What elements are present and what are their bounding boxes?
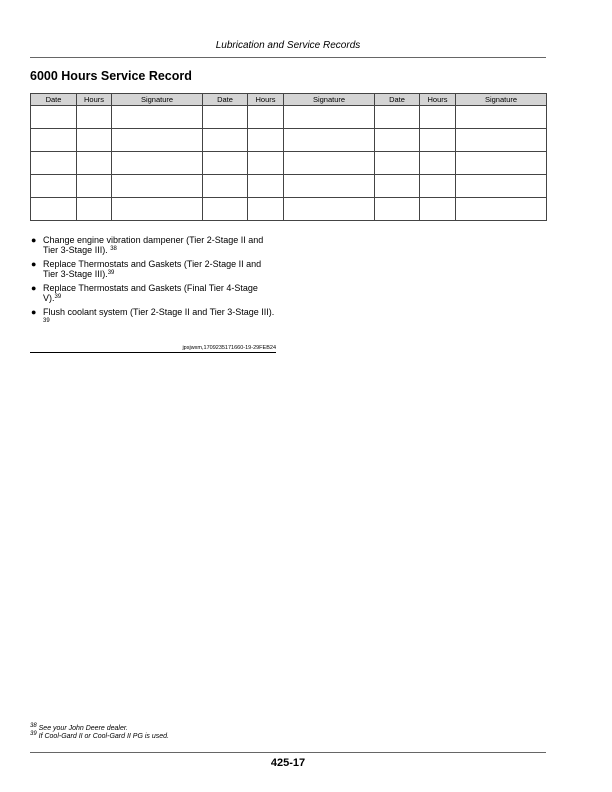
table-cell [375, 106, 420, 129]
running-header: Lubrication and Service Records [215, 40, 361, 51]
list-item-text: Replace Thermostats and Gaskets (Tier 2-Stage II and Tier 3-Stage III). [43, 259, 262, 279]
table-cell [284, 198, 375, 221]
table-row [31, 198, 547, 221]
table-cell [248, 129, 284, 152]
table-cell [77, 175, 112, 198]
table-cell [112, 129, 203, 152]
column-header-date: Date [203, 94, 248, 106]
list-item-text: Replace Thermostats and Gaskets (Final Tier 4-Stage V). [43, 283, 258, 303]
table-cell [456, 198, 547, 221]
section-title: 6000 Hours Service Record [30, 69, 192, 83]
table-cell [456, 175, 547, 198]
table-cell [112, 152, 203, 175]
footnote-number: 38 [30, 723, 37, 729]
table-cell [203, 198, 248, 221]
table-cell [456, 152, 547, 175]
table-cell [420, 152, 456, 175]
table-cell [77, 106, 112, 129]
table-cell [456, 129, 547, 152]
table-cell [375, 175, 420, 198]
table-cell [31, 106, 77, 129]
service-record-table [30, 93, 547, 221]
table-cell [31, 175, 77, 198]
table-cell [77, 129, 112, 152]
table-cell [31, 129, 77, 152]
list-item [30, 307, 276, 327]
table-cell [31, 198, 77, 221]
table-row [31, 152, 547, 175]
table-cell [112, 175, 203, 198]
header-divider [30, 57, 546, 58]
footnote-text: If Cool-Gard II or Cool-Gard II PG is used. [38, 733, 169, 740]
page-number: 425-17 [270, 757, 306, 769]
table-cell [248, 198, 284, 221]
table-row [31, 106, 547, 129]
column-header-date: Date [31, 94, 77, 106]
footnote-ref: 39 [107, 270, 115, 276]
column-header-hours: Hours [248, 94, 284, 106]
table-cell [375, 152, 420, 175]
table-cell [420, 129, 456, 152]
table-cell [420, 175, 456, 198]
reference-code: jpsjwxm,1709235171660-19-29FEB24 [182, 345, 276, 351]
bullet-icon: ● [31, 259, 37, 269]
table-cell [284, 152, 375, 175]
table-cell [456, 106, 547, 129]
column-header-signature: Signature [112, 94, 203, 106]
table-cell [375, 198, 420, 221]
column-header-signature: Signature [284, 94, 375, 106]
reference-divider [30, 352, 276, 353]
table-cell [112, 198, 203, 221]
footer-divider [30, 752, 546, 753]
table-cell [284, 175, 375, 198]
table-header-row [31, 94, 547, 106]
table-row [31, 129, 547, 152]
bullet-icon: ● [31, 307, 37, 317]
table-cell [420, 106, 456, 129]
list-item [30, 235, 276, 255]
service-task-list [30, 235, 276, 331]
table-cell [248, 175, 284, 198]
footnote-ref: 39 [43, 318, 50, 324]
column-header-date: Date [375, 94, 420, 106]
table-cell [203, 152, 248, 175]
table-cell [248, 106, 284, 129]
footnotes [30, 725, 169, 741]
footnote-text: See your John Deere dealer. [38, 725, 128, 732]
table-cell [248, 152, 284, 175]
table-row [31, 175, 547, 198]
footnote-number: 39 [30, 731, 37, 737]
table-cell [203, 175, 248, 198]
table-cell [77, 152, 112, 175]
table-cell [420, 198, 456, 221]
bullet-icon: ● [31, 283, 37, 293]
footnote-ref: 39 [54, 294, 62, 300]
table-cell [112, 106, 203, 129]
table-cell [375, 129, 420, 152]
list-item [30, 259, 276, 279]
column-header-signature: Signature [456, 94, 547, 106]
column-header-hours: Hours [77, 94, 112, 106]
list-item-text: Flush coolant system (Tier 2-Stage II and Tier 3-Stage III). [43, 307, 275, 317]
table-body [31, 106, 547, 221]
table-cell [203, 129, 248, 152]
column-header-hours: Hours [420, 94, 456, 106]
footnote [30, 733, 169, 741]
list-item-text: Change engine vibration dampener (Tier 2-Stage II and Tier 3-Stage III). [43, 235, 264, 255]
table-cell [284, 106, 375, 129]
table-cell [77, 198, 112, 221]
footnote-ref: 38 [110, 246, 117, 252]
footnote [30, 725, 169, 733]
table-cell [31, 152, 77, 175]
bullet-icon: ● [31, 235, 37, 245]
table-cell [203, 106, 248, 129]
table-cell [284, 129, 375, 152]
list-item [30, 283, 276, 303]
